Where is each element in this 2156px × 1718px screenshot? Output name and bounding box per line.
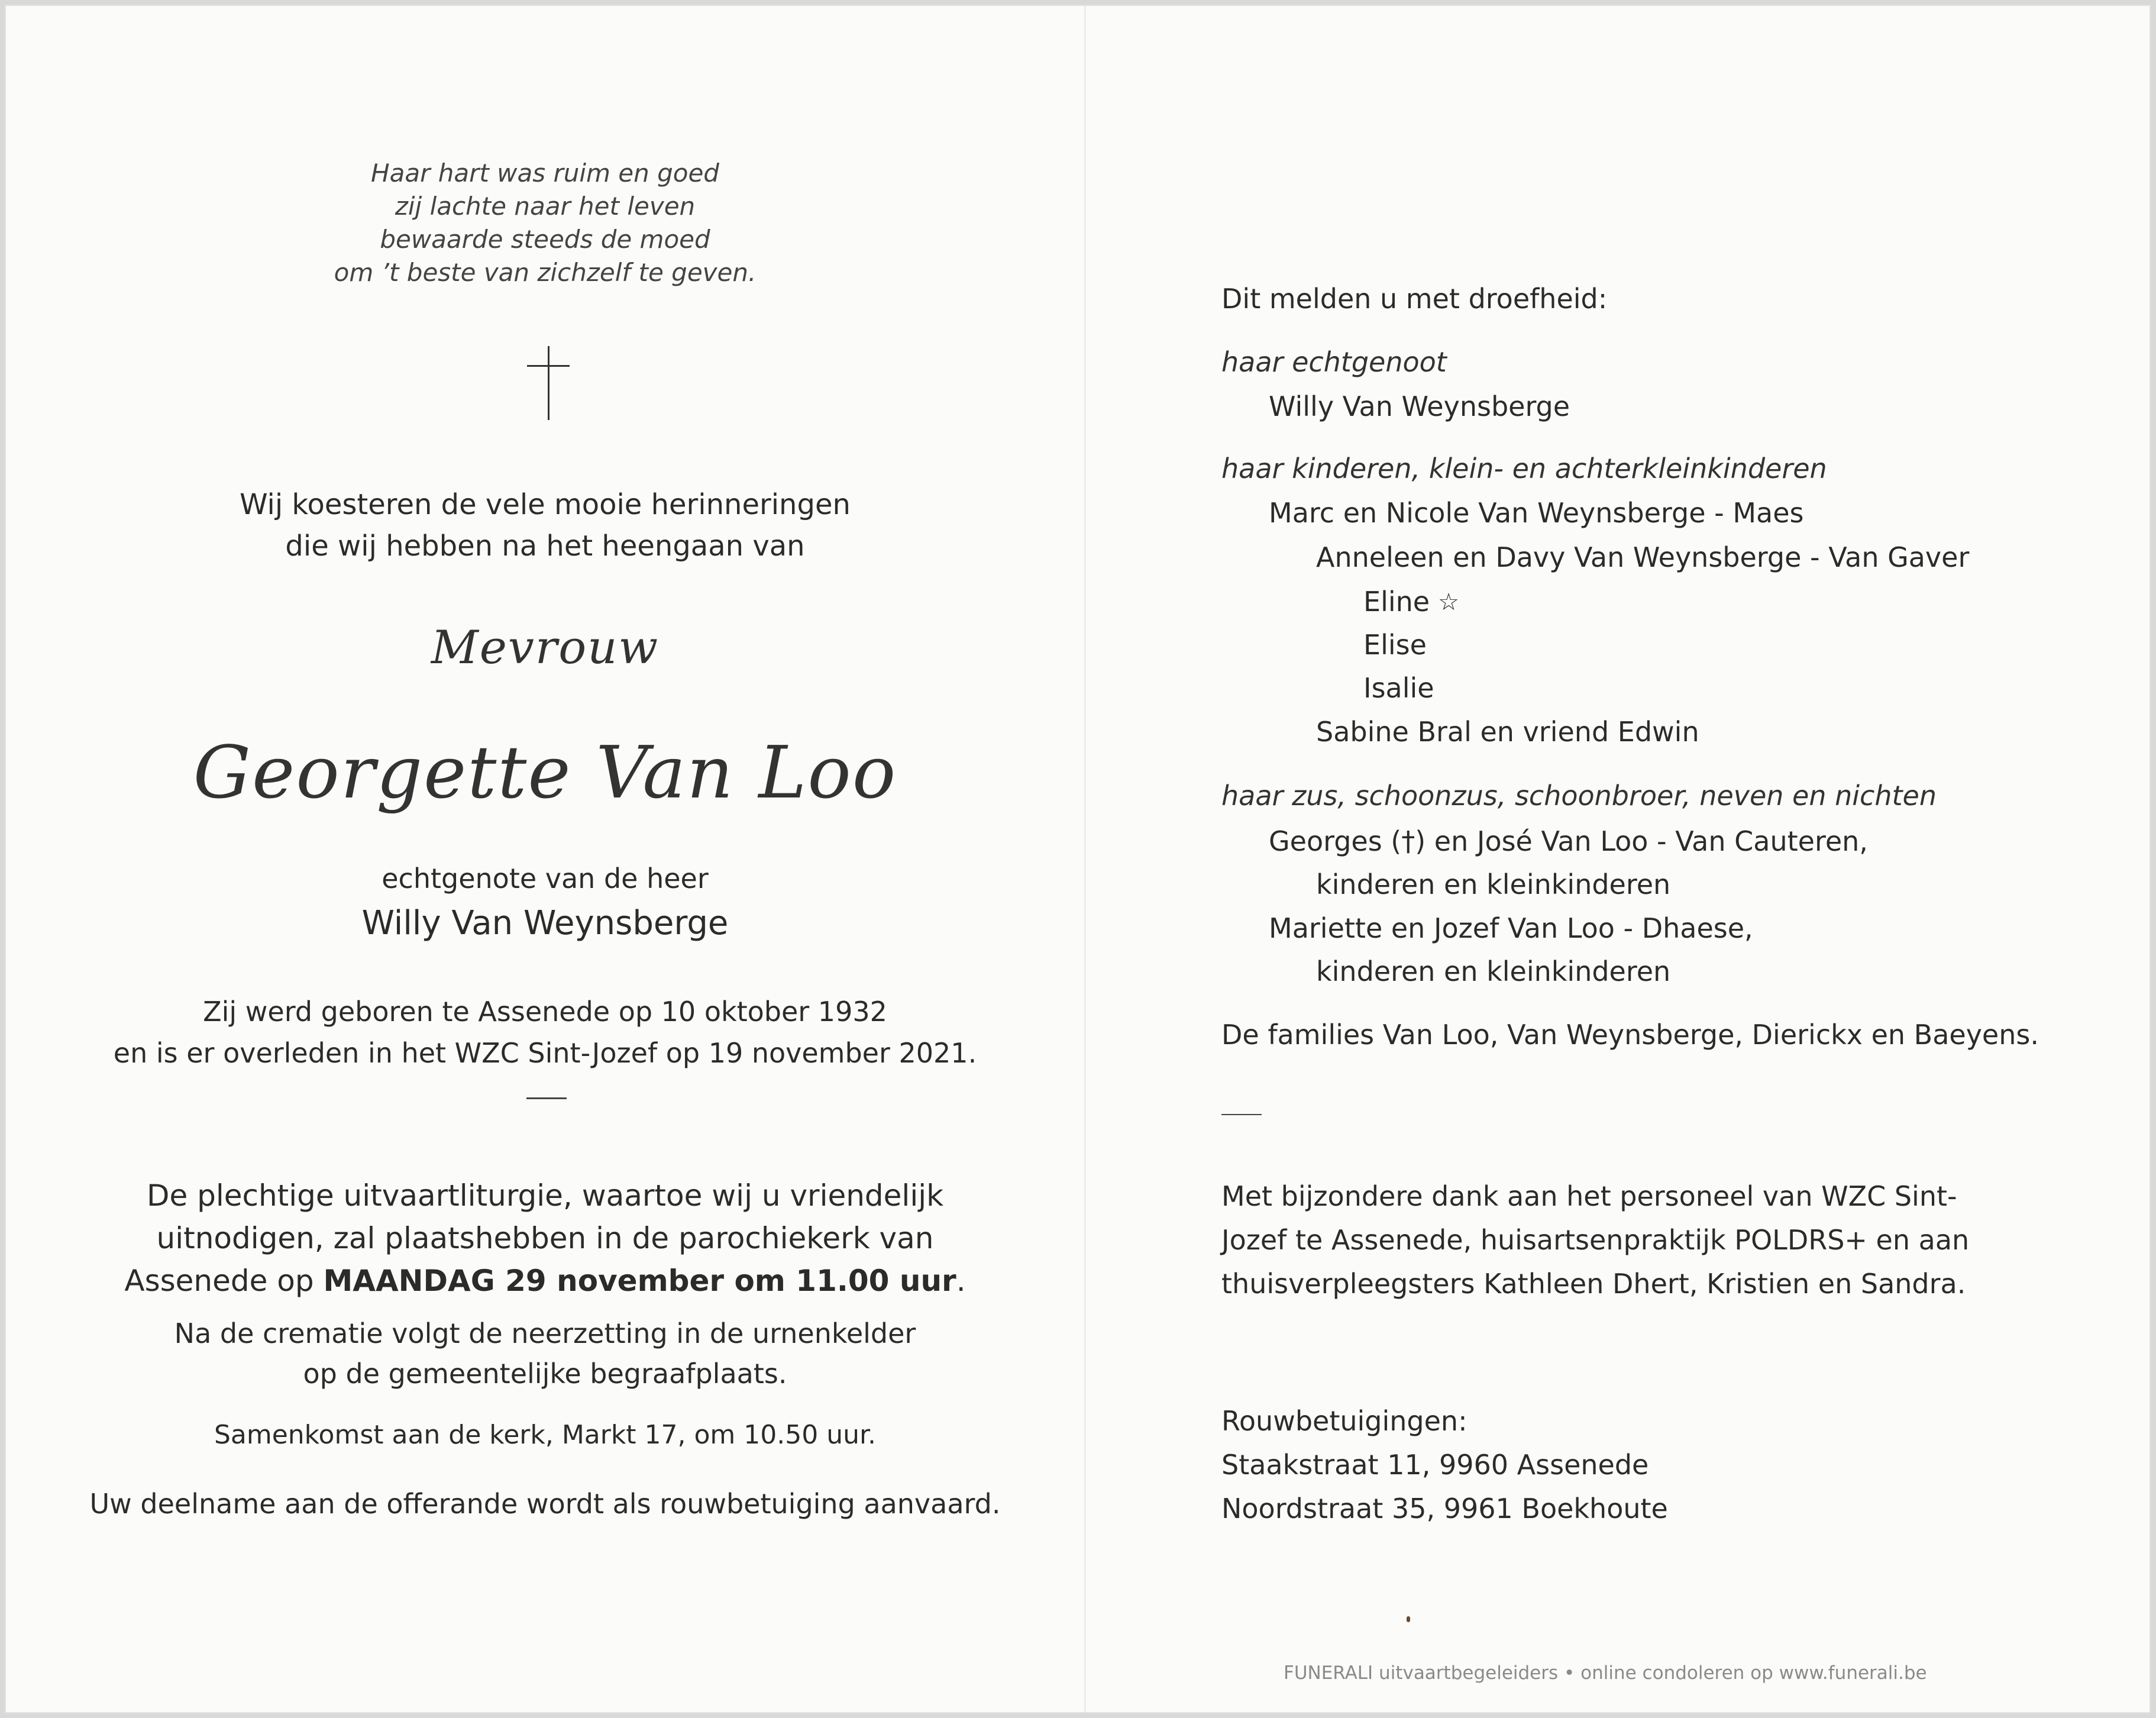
intro-text (6, 484, 1084, 567)
spouse-prefix: echtgenote van de heer (382, 863, 709, 894)
funeral-home-footer: FUNERALI uitvaartbegeleiders • online condoleren op www.funerali.be (1284, 1662, 1927, 1684)
salutation: Mevrouw (431, 621, 660, 674)
death-line: en is er overleden in het WZC Sint-Jozef op 19 november 2021. (113, 1037, 977, 1069)
sibling-entry: Georges (†) en José Van Loo - Van Cauteren, (1269, 825, 1868, 857)
condolence-label: Rouwbetuigingen: (1221, 1405, 1467, 1437)
sibling-family: kinderen en kleinkinderen (1316, 868, 1671, 900)
liturgy-text (6, 1174, 1084, 1302)
liturgy-line: De plechtige uitvaartliturgie, waartoe wij u vriendelijk (146, 1178, 944, 1213)
ceremony-datetime: MAANDAG 29 november om 11.00 uur (323, 1264, 956, 1298)
child-entry: Marc en Nicole Van Weynsberge - Maes (1269, 497, 1804, 529)
paper-speck (1407, 1616, 1410, 1622)
grandchild-entry: Anneleen en Davy Van Weynsberge - Van Gaver (1316, 541, 1970, 573)
star-icon: ☆ (1438, 589, 1459, 616)
children-label: haar kinderen, klein- en achterkleinkinderen (1221, 453, 1827, 485)
memorial-card (5, 5, 2151, 1713)
cremation-text (6, 1313, 1084, 1394)
cross-icon (547, 346, 550, 420)
divider (526, 1097, 567, 1099)
poem-line: bewaarde steeds de moed (380, 225, 710, 254)
families-line: De families Van Loo, Van Weynsberge, Dierickx en Baeyens. (1221, 1019, 2039, 1051)
cremation-line: Na de crematie volgt de neerzetting in de urnenkelder (174, 1317, 916, 1349)
great-grandchild-name: Eline (1363, 586, 1430, 618)
address-line: Staakstraat 11, 9960 Assenede (1221, 1449, 1649, 1481)
poem (6, 157, 1084, 289)
birth-line: Zij werd geboren te Assenede op 10 oktober 1932 (203, 996, 887, 1028)
great-grandchild-entry: Elise (1363, 629, 1427, 661)
deceased-name: Georgette Van Loo (193, 731, 897, 815)
address-line: Noordstraat 35, 9961 Boekhoute (1221, 1493, 1668, 1525)
intro-line: die wij hebben na het heengaan van (285, 529, 805, 563)
sibling-entry: Mariette en Jozef Van Loo - Dhaese, (1269, 912, 1753, 944)
great-grandchild-entry (1363, 586, 1459, 618)
life-dates (6, 991, 1084, 1074)
liturgy-line: uitnodigen, zal plaatshebben in de parochiekerk van (156, 1221, 934, 1255)
left-panel (6, 6, 1084, 1712)
sibling-family: kinderen en kleinkinderen (1316, 955, 1671, 987)
thanks-line: Jozef te Assenede, huisartsenpraktijk POLDRS+ en aan (1221, 1224, 1970, 1256)
announcement: Dit melden u met droefheid: (1221, 283, 1608, 315)
card-fold (1084, 6, 1086, 1712)
condolence-block (1221, 1399, 1979, 1530)
thanks-line: thuisverpleegsters Kathleen Dhert, Kristien en Sandra. (1221, 1268, 1966, 1300)
spouse-name: Willy Van Weynsberge (361, 904, 729, 942)
poem-line: om ’t beste van zichzelf te geven. (334, 258, 757, 287)
poem-line: Haar hart was ruim en goed (371, 159, 719, 188)
siblings-label: haar zus, schoonzus, schoonbroer, neven en nichten (1221, 780, 1937, 812)
divider (1221, 1114, 1262, 1115)
spouse-entry: Willy Van Weynsberge (1269, 390, 1570, 422)
grandchild-entry: Sabine Bral en vriend Edwin (1316, 716, 1699, 748)
liturgy-line-post: . (956, 1264, 966, 1298)
great-grandchild-entry: Isalie (1363, 672, 1434, 704)
spouse-label: haar echtgenoot (1221, 346, 1447, 378)
cremation-line: op de gemeentelijke begraafplaats. (303, 1358, 787, 1390)
gathering-text: Samenkomst aan de kerk, Markt 17, om 10.50 uur. (214, 1420, 877, 1450)
poem-line: zij lachte naar het leven (395, 192, 696, 221)
liturgy-line-pre: Assenede op (124, 1264, 324, 1298)
intro-line: Wij koesteren de vele mooie herinneringen (240, 488, 851, 521)
thanks-line: Met bijzondere dank aan het personeel van WZC Sint- (1221, 1180, 1957, 1212)
thanks-text (1221, 1174, 1979, 1306)
liturgy-line (6, 1260, 1084, 1302)
offering-text: Uw deelname aan de offerande wordt als rouwbetuiging aanvaard. (89, 1488, 1001, 1520)
